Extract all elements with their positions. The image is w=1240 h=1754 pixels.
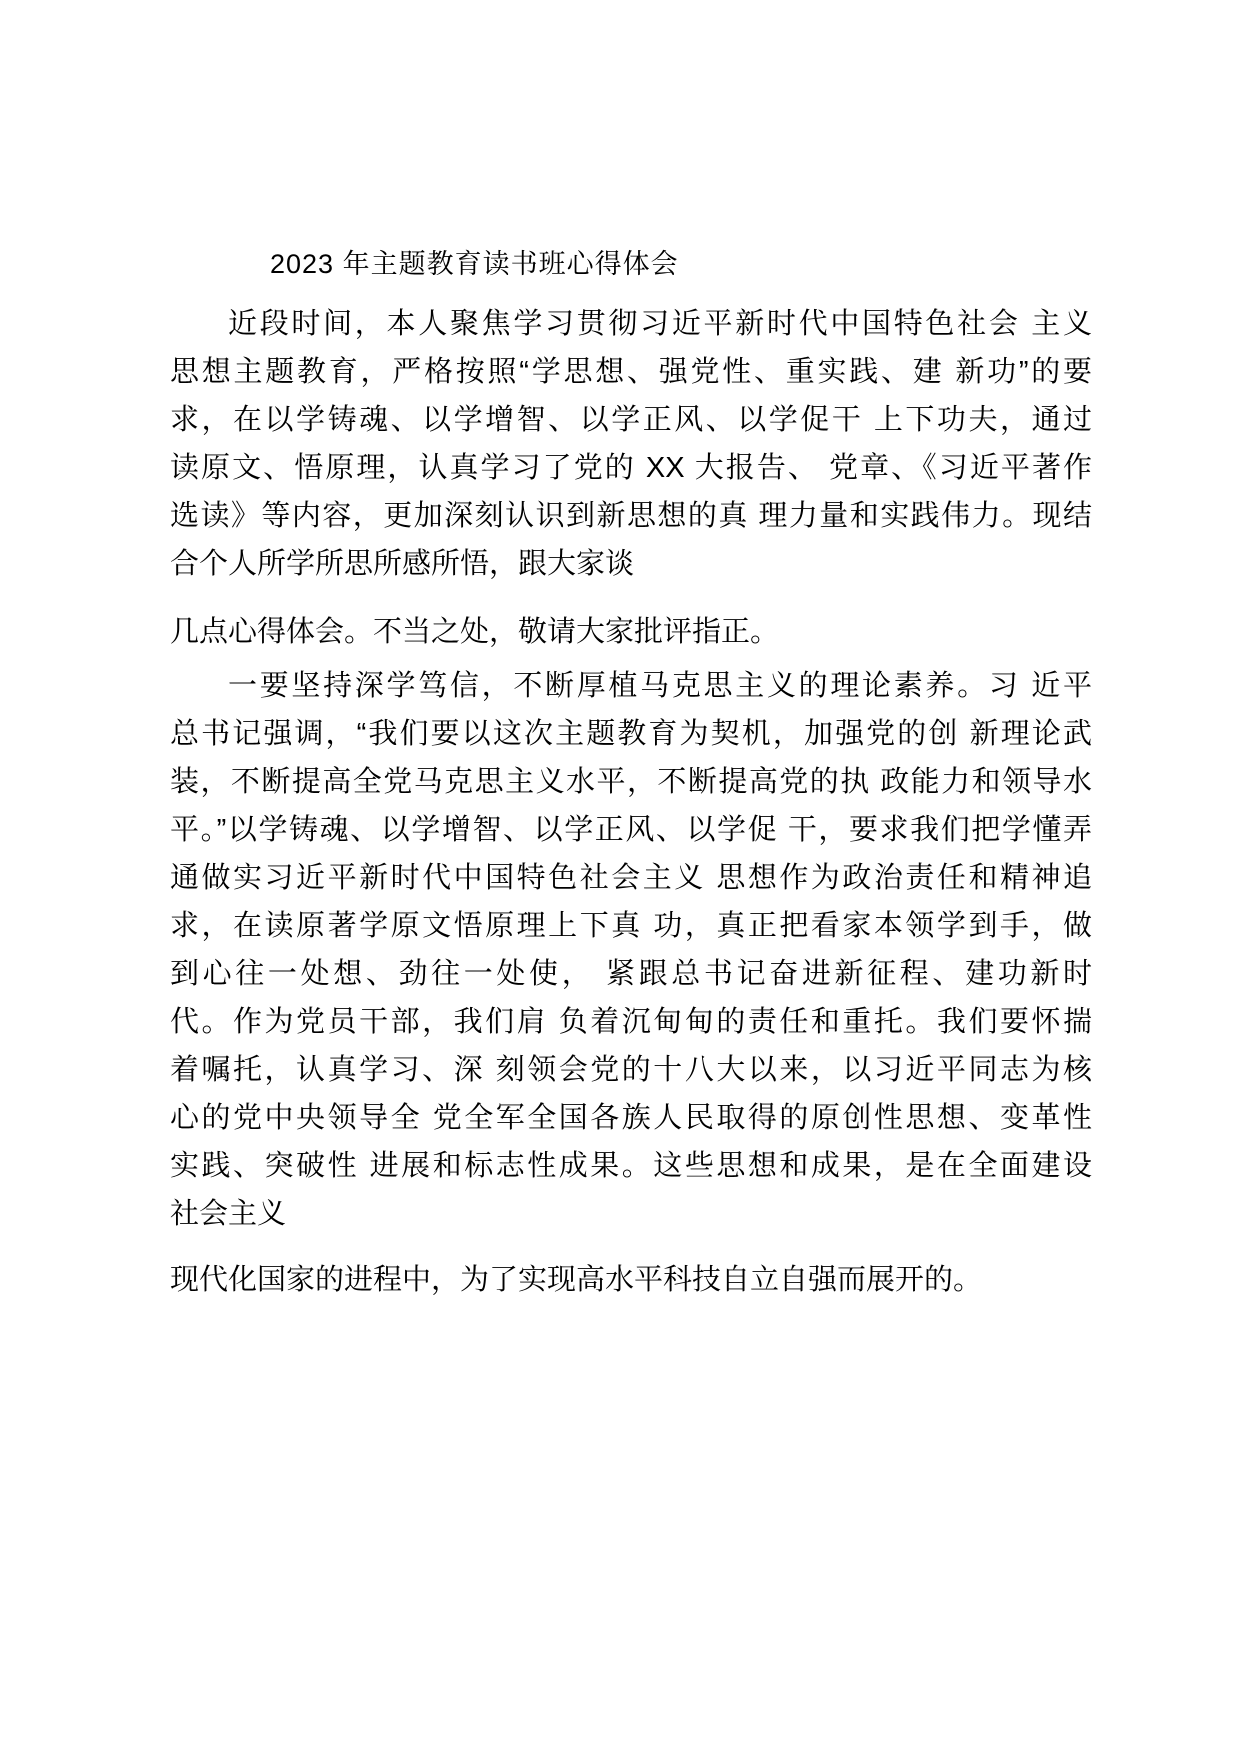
text-line: 几点心得体会。不当之处，敬请大家批评指正。 [170,616,780,648]
paragraph [170,300,1092,588]
text-line: 实践、突破性 进展和标志性成果。这些思想和成果，是在全面建设 [170,1150,1092,1182]
text-line: 代。作为党员干部，我们肩 负着沉甸甸的责任和重托。我们要怀揣 [170,1006,1092,1038]
text-line: 求，在读原著学原文悟原理上下真 功，真正把看家本领学到手，做 [170,910,1092,942]
text-line: 求，在以学铸魂、以学增智、以学正风、以学促干 上下功夫，通过 [170,404,1092,436]
paragraph [170,662,1092,1238]
document-body [170,300,1092,1304]
text-line: 平。”以学铸魂、以学增智、以学正风、以学促 干，要求我们把学懂弄 [170,814,1092,846]
text-line: 着嘱托，认真学习、深 刻领会党的十八大以来，以习近平同志为核 [170,1054,1092,1086]
text-line: 社会主义 [170,1198,287,1230]
text-line: 心的党中央领导全 党全军全国各族人民取得的原创性思想、变革性 [170,1102,1092,1134]
text-line: 思想主题教育，严格按照“学思想、强党性、重实践、建 新功”的要 [170,356,1092,388]
text-line: 选读》等内容，更加深刻认识到新思想的真 理力量和实践伟力。现结 [170,500,1092,532]
text-line: 装，不断提高全党马克思主义水平，不断提高党的执 政能力和领导水 [170,766,1092,798]
text-line: 合个人所学所思所感所悟，跟大家谈 [170,548,635,580]
text-line: 通做实习近平新时代中国特色社会主义 思想作为政治责任和精神追 [170,862,1092,894]
text-line: 现代化国家的进程中，为了实现高水平科技自立自强而展开的。 [170,1264,983,1296]
paragraph [170,608,1092,656]
text-line: 到心往一处想、劲往一处使， 紧跟总书记奋进新征程、建功新时 [170,958,1092,990]
text-line: 一要坚持深学笃信，不断厚植马克思主义的理论素养。习 近平 [228,670,1092,702]
paragraph [170,1256,1092,1304]
text-line: 总书记强调，“我们要以这次主题教育为契机，加强党的创 新理论武 [170,718,1092,750]
document-title: 2023 年主题教育读书班心得体会 [270,249,679,279]
text-line: 读原文、悟原理，认真学习了党的 XX 大报告、 党章、《习近平著作 [170,452,1092,484]
text-line: 近段时间，本人聚焦学习贯彻习近平新时代中国特色社会 主义 [228,308,1092,340]
